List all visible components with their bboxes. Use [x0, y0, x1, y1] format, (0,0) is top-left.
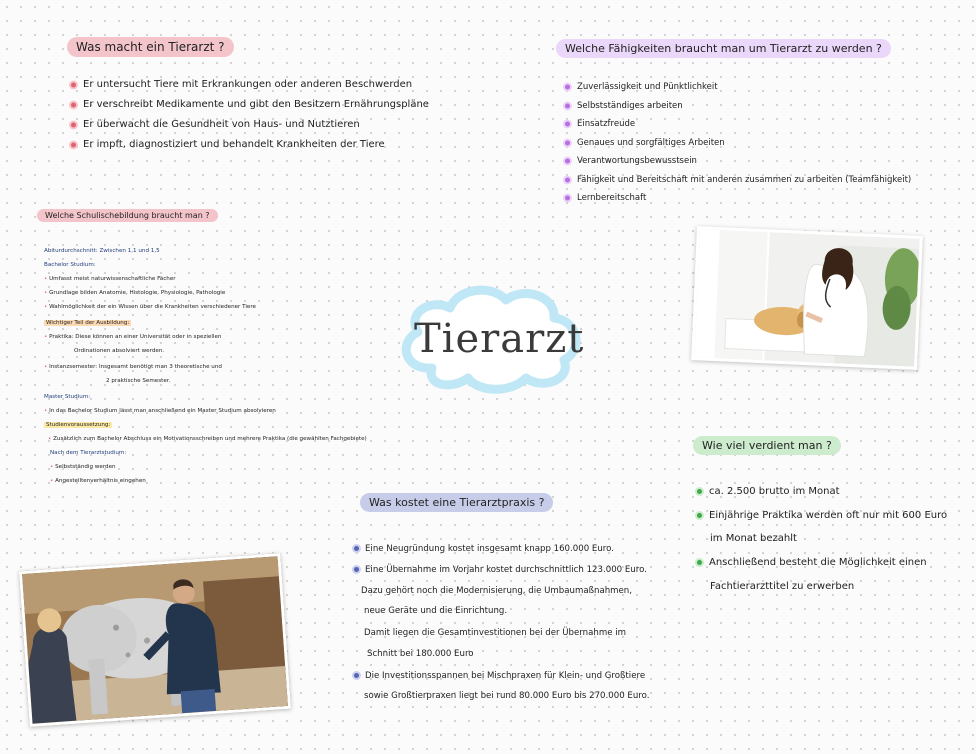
list-item: • Wahlmöglichkeit der ein Wissen über die Krankheiten verschiedener Tiere: [44, 304, 256, 310]
list-item: Selbstständiges arbeiten: [565, 97, 911, 116]
list-item: Er überwacht die Gesundheit von Haus- und Nutztieren: [71, 115, 429, 135]
what-heading: Was macht ein Tierarzt ?: [67, 37, 234, 57]
costs-text: Schnitt bei 180.000 Euro: [367, 649, 474, 659]
list-item: Zuverlässigkeit und Pünktlichkeit: [565, 78, 911, 97]
list-item: Anschließend besteht die Möglichkeit einen: [697, 551, 927, 574]
bachelor-label: Bachelor Studium:: [44, 262, 96, 268]
list-item: Genaues und sorgfältiges Arbeiten: [565, 134, 911, 153]
list-item: Lernbereitschaft: [565, 189, 911, 208]
list-item: • Instanzsemester: Insgesamt benötigt man 3 theoretische und: [44, 364, 222, 370]
list-item: Die Investitionsspannen bei Mischpraxen für Klein- und Großtiere: [354, 666, 645, 686]
after-label: Nach dem Tierarztstudium:: [50, 450, 127, 456]
list-item: • Praktika: Diese können an einer Universität oder in speziellen: [44, 334, 222, 340]
salary-heading: Wie viel verdient man ?: [693, 436, 841, 455]
list-item: Verantwortungsbewusstsein: [565, 152, 911, 171]
list-item: Fähigkeit und Bereitschaft mit anderen zusammen zu arbeiten (Teamfähigkeit): [565, 171, 911, 190]
skills-heading: Welche Fähigkeiten braucht man um Tierarzt zu werden ?: [556, 39, 891, 58]
master-label: Master Studium:: [44, 394, 91, 400]
list-item: ca. 2.500 brutto im Monat: [697, 480, 840, 503]
list-item: Einjährige Praktika werden oft nur mit 600 Euro: [697, 504, 947, 527]
costs-heading: Was kostet eine Tierarztpraxis ?: [360, 493, 553, 512]
vet-horse-photo: [19, 553, 291, 727]
praktika-cont: Ordinationen absolviert werden.: [74, 348, 165, 354]
what-list: [71, 75, 429, 155]
list-item: Einsatzfreude: [565, 115, 911, 134]
vet-puppy-photo: [691, 226, 923, 370]
list-item: Eine Übernahme im Vorjahr kostet durchschnittlich 123.000 Euro.: [354, 560, 647, 580]
costs-text: neue Geräte und die Einrichtung.: [364, 606, 508, 616]
list-item: Eine Neugründung kostet insgesamt knapp 160.000 Euro.: [354, 539, 614, 559]
list-item: • Grundlage bilden Anatomie, Histologie, Physiologie, Pathologie: [44, 290, 226, 296]
list-item: Er untersucht Tiere mit Erkrankungen oder anderen Beschwerden: [71, 75, 429, 95]
list-item: • Angestelltenverhältnis eingehen: [50, 478, 146, 484]
important-label: Wichtiger Teil der Ausbildung:: [46, 320, 130, 326]
list-item: • Zusätzlich zum Bachelor Abschluss ein Motivationsschreiben und mehrere Praktika (die gewählten Fachgebiete): [48, 436, 367, 442]
page-title: Tierarzt: [414, 316, 585, 362]
abitur-text: Abiturdurchschnitt: Zwischen 1,1 und 1,5: [44, 248, 160, 254]
vet-horse-illustration: [22, 556, 288, 723]
costs-text: Dazu gehört noch die Modernisierung, die Umbaumaßnahmen,: [361, 586, 632, 596]
list-item: • Umfasst meist naturwissenschaftliche Fächer: [44, 276, 176, 282]
list-item: • In das Bachelor Studium lässt man anschließend ein Master Studium absolvieren: [44, 408, 276, 414]
list-item: Er verschreibt Medikamente und gibt den Besitzern Ernährungspläne: [71, 95, 429, 115]
skills-list: [565, 78, 911, 208]
salary-cont: Fachtierarzttitel zu erwerben: [710, 581, 855, 592]
school-heading: Welche Schulischebildung braucht man ?: [37, 209, 218, 222]
costs-text: Damit liegen die Gesamtinvestitionen bei der Übernahme im: [364, 628, 626, 638]
list-item: Er impft, diagnostiziert und behandelt Krankheiten der Tiere: [71, 135, 429, 155]
list-item: • Selbstständig werden: [50, 464, 116, 470]
salary-cont: im Monat bezahlt: [710, 533, 797, 544]
requirements-label: Studienvoraussetzung:: [46, 422, 111, 428]
intern-cont: 2 praktische Semester.: [106, 378, 171, 384]
costs-text: sowie Großtierpraxen liegt bei rund 80.000 Euro bis 270.000 Euro.: [364, 691, 650, 701]
vet-puppy-illustration: [694, 229, 919, 366]
